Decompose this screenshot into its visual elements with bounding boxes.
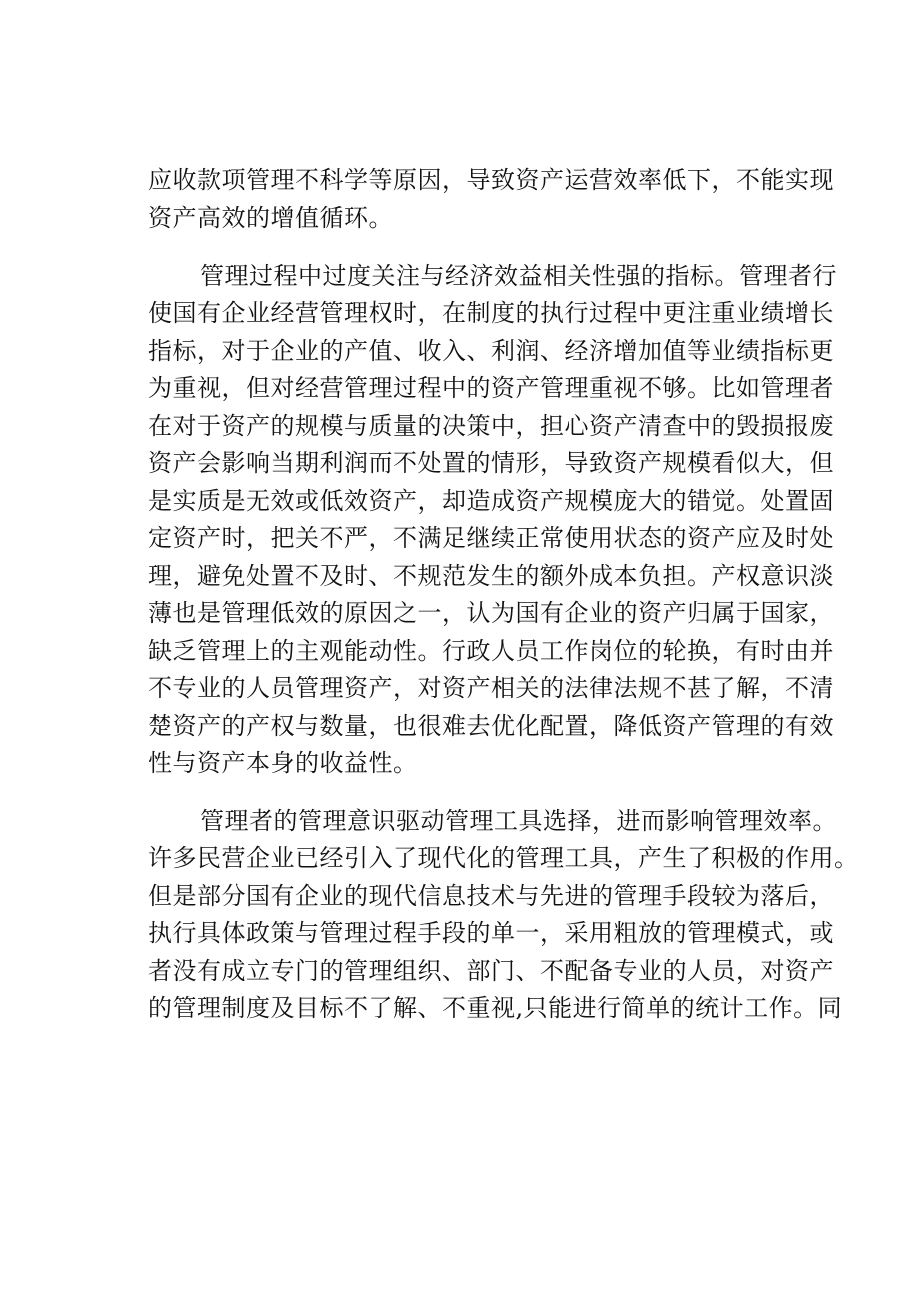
text-line: 执行具体政策与管理过程手段的单一，采用粗放的管理模式，或 [148, 919, 834, 947]
text-line: 不专业的人员管理资产，对资产相关的法律法规不甚了解，不清 [148, 674, 834, 702]
text-line: 理，避免处置不及时、不规范发生的额外成本负担。产权意识淡 [148, 562, 834, 590]
text-line: 使国有企业经营管理权时，在制度的执行过程中更注重业绩增长 [148, 299, 834, 327]
text-line: 的管理制度及目标不了解、不重视,只能进行简单的统计工作。同 [148, 994, 843, 1022]
text-line: 楚资产的产权与数量，也很难去优化配置，降低资产管理的有效 [148, 712, 834, 740]
text-line: 许多民营企业已经引入了现代化的管理工具，产生了积极的作用。 [148, 844, 859, 872]
text-line: 资产高效的增值循环。 [148, 204, 393, 232]
paragraph-first-line: 管理者的管理意识驱动管理工具选择，进而影响管理效率。 [200, 807, 837, 835]
text-line: 资产会影响当期利润而不处置的情形，导致资产规模看似大，但 [148, 449, 834, 477]
text-line: 在对于资产的规模与质量的决策中，担心资产清查中的毁损报废 [148, 412, 834, 440]
text-line: 缺乏管理上的主观能动性。行政人员工作岗位的轮换，有时由并 [148, 637, 834, 665]
text-line: 性与资产本身的收益性。 [148, 749, 418, 777]
text-line: 者没有成立专门的管理组织、部门、不配备专业的人员，对资产 [148, 957, 834, 985]
text-line: 应收款项管理不科学等原因，导致资产运营效率低下，不能实现 [148, 166, 834, 194]
text-line: 指标，对于企业的产值、收入、利润、经济增加值等业绩指标更 [148, 337, 834, 365]
text-line: 定资产时，把关不严，不满足继续正常使用状态的资产应及时处 [148, 524, 834, 552]
text-line: 薄也是管理低效的原因之一，认为国有企业的资产归属于国家， [148, 599, 834, 627]
text-line: 为重视，但对经营管理过程中的资产管理重视不够。比如管理者 [148, 374, 834, 402]
text-line: 但是部分国有企业的现代信息技术与先进的管理手段较为落后， [148, 882, 834, 910]
paragraph-first-line: 管理过程中过度关注与经济效益相关性强的指标。管理者行 [200, 262, 837, 290]
text-line: 是实质是无效或低效资产，却造成资产规模庞大的错觉。处置固 [148, 487, 834, 515]
